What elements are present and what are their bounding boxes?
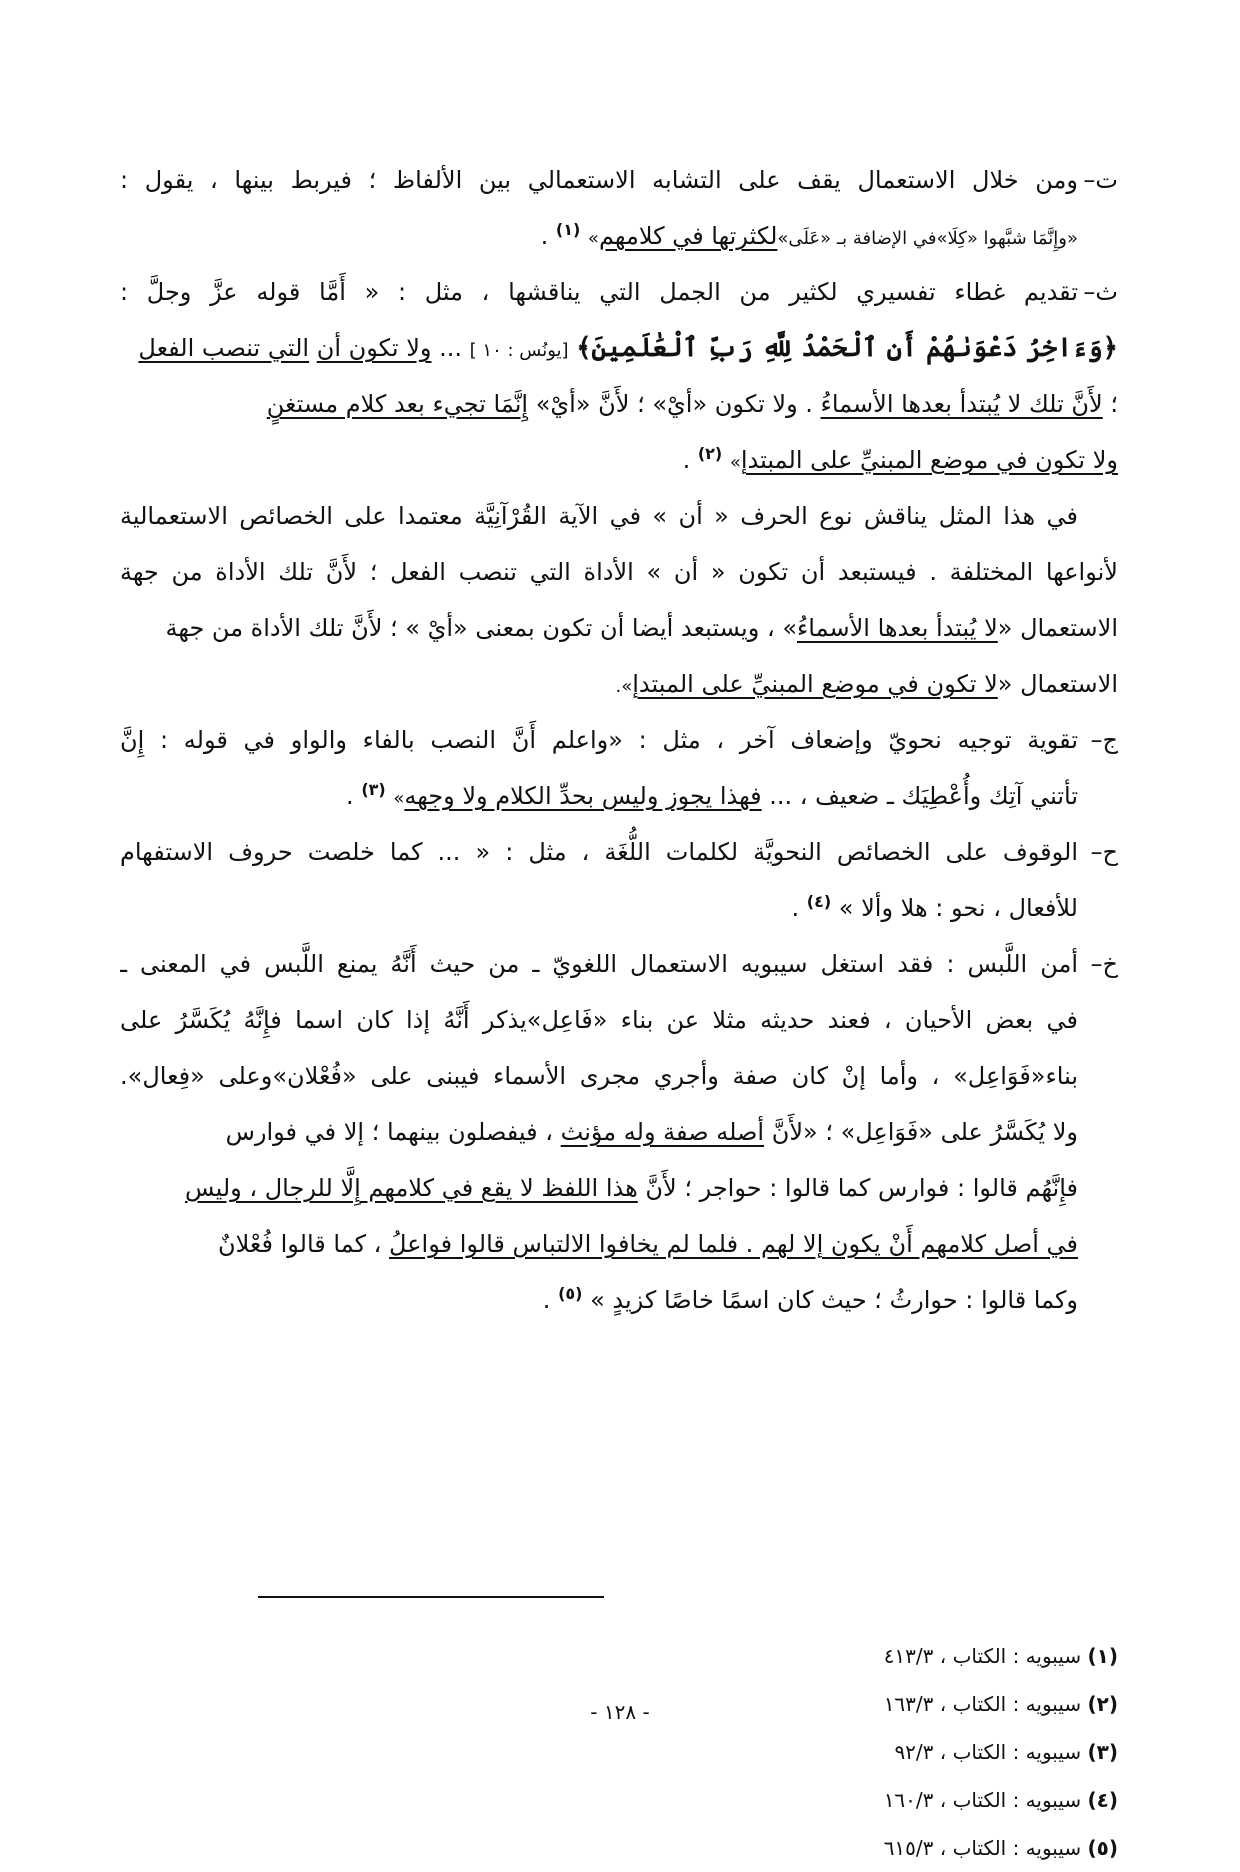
underlined-text: في أصل كلامهم أَنْ يكون إلا لهم . فلما لم يخافوا الالتباس قالوا فواعلُ [389,1230,1078,1258]
quran-verse: ﴿وَءَاخِرُ دَعْوَىٰهُمْ أَنِ ٱلْحَمْدُ لِلَّهِ رَبِّ ٱلْعَٰلَمِينَ﴾ [576,333,1118,363]
list-marker: ث– [1083,278,1118,306]
footnote-ref: (٤) [806,892,832,911]
text-line: بناء«فَوَاعِل» ، وأما إنْ كان صفة وأجري مجرى الأسماء فيبنى على «فُعْلان»وعلى «فِعال». [120,1062,1078,1090]
footnote-ref: (٥) [558,1284,583,1303]
underlined-text: التي تنصب الفعل [138,334,310,362]
text-fragment: فإِنَّهُم قالوا : فوارس كما قالوا : حواجر ؛ لأَنَّ [637,1174,1078,1202]
footnote-number: (٤) [1087,1788,1118,1812]
quote-mark: » [587,228,599,249]
text-line: أمن اللَّبس : فقد استغل سيبويه الاستعمال اللغويّ ـ من حيث أَنَّهُ يمنع اللَّبس في المعنى ـ [120,950,1078,978]
period: . [542,1286,551,1314]
footnote-ref: (٢) [697,444,723,463]
text-fragment: » ، ويستبعد أيضا أن تكون بمعنى «أيْ » ؛ لأَنَّ تلك الأداة من جهة [165,614,797,642]
list-item-ha [120,824,1118,880]
footnote-text: سيبويه : الكتاب ، ١٦٣/٣ [883,1692,1082,1716]
text-fragment: ؛ [1102,390,1118,418]
footnote-text: سيبويه : الكتاب ، ١٦٠/٣ [883,1788,1082,1812]
text-line: ومن خلال الاستعمال يقف على التشابه الاستعمالي بين الألفاظ ؛ فيربط بينها ، يقول : [120,166,1078,194]
underlined-text: لأَنَّ تلك لا يُبتدأ بعدها الأسماءُ [820,390,1103,418]
list-item-tha [120,264,1118,320]
footnote-divider [258,1596,604,1598]
period: . [791,894,800,922]
paragraph-line [120,656,1118,712]
underlined-text: إِنَّمَا تجيء بعد كلام مستغنٍ [266,390,529,418]
quote-text: «وإِنَّمَا شبَّهوا «كِلَا»في الإضافة بـ «عَلَى» [777,228,1078,249]
quote-mark: » [729,452,741,473]
text-fragment: الاستعمال « [997,614,1118,642]
paragraph-line [120,600,1118,656]
list-item-jim [120,712,1118,768]
page-number: - ١٢٨ - [590,1700,650,1724]
footnote-number: (٢) [1087,1692,1118,1716]
paragraph-line: في هذا المثل يناقش نوع الحرف « أن » في الآية القُرْآنِيَّة معتمدا على الخصائص الاستعمالية [120,502,1078,530]
text-line [120,1104,1118,1160]
text-fragment: ، كما قالوا فُعْلانٌ [217,1230,390,1258]
text-fragment: ، فيفصلون بينهما ؛ إلا في فوارس [225,1118,561,1146]
text-line [120,432,1118,488]
text-line [120,320,1118,376]
text-line [120,768,1118,824]
text-fragment: . ولا تكون «أيْ» ؛ لأَنَّ «أيْ» [528,390,821,418]
underlined-text: لا تكون في موضع المبنيِّ على المبتدإ [632,670,998,698]
footnote-text: سيبويه : الكتاب ، ٦١٥/٣ [883,1836,1082,1860]
underlined-text: لا يُبتدأ بعدها الأسماءُ [797,614,998,642]
footnote [518,1776,1118,1824]
text-line [120,880,1118,936]
list-marker: خ– [1090,950,1118,978]
underlined-text: ولا تكون أن [316,334,432,362]
footnote-number: (٣) [1087,1740,1118,1764]
text-line [120,208,1118,264]
text-fragment: ولا يُكَسَّرُ على «فَوَاعِل» ؛ «لأَنَّ [764,1118,1078,1146]
ellipsis: ... [431,334,470,362]
quote-mark: » [393,788,405,809]
text-line [120,376,1118,432]
underlined-text: هذا اللفظ لا يقع في كلامهم إِلَّا للرجال ، وليس [184,1174,638,1202]
text-fragment: للأفعال ، نحو : هلا وألا » [838,894,1078,922]
text-line: الوقوف على الخصائص النحويَّة لكلمات اللُّغَة ، مثل : « ... كما خلصت حروف الاستفهام [120,838,1078,866]
text-fragment: وكما قالوا : حوارثُ ؛ حيث كان اسمًا خاصًا كزيدٍ » [590,1286,1078,1314]
underlined-text: لكثرتها في كلامهم [598,222,778,250]
footnotes [518,1632,1118,1872]
underlined-text: فهذا يجوز وليس بحدِّ الكلام ولا وجهه [404,782,762,810]
footnote-ref: (٣) [361,780,386,799]
text-line [120,1272,1118,1328]
paragraph-line: لأنواعها المختلفة . فيستبعد أن تكون « أن » الأداة التي تنصب الفعل ؛ لأَنَّ تلك الأداة من جهة [120,558,1118,586]
underlined-text: ولا تكون في موضع المبنيِّ على المبتدإ [740,446,1118,474]
footnote-number: (٥) [1087,1836,1118,1860]
text-line [120,1160,1118,1216]
list-item-ta [120,152,1118,208]
footnote [518,1632,1118,1680]
list-marker: ح– [1090,838,1118,866]
text-fragment: تأتني آتِك وأُعْطِيَك ـ ضعيف ، ... [761,782,1078,810]
text-line [120,1216,1118,1272]
main-text [120,152,1118,1328]
footnote-text: سيبويه : الكتاب ، ٤١٣/٣ [883,1644,1082,1668]
text-line: تقوية توجيه نحويّ وإضعاف آخر ، مثل : «واعلم أَنَّ النصب بالفاء والواو في قوله : إِنَّ [120,726,1078,754]
list-marker: ت– [1083,166,1118,194]
text-line: تقديم غطاء تفسيري لكثير من الجمل التي يناقشها ، مثل : « أَمَّا قوله عزَّ وجلَّ : [120,278,1078,306]
period: . [540,222,549,250]
period: . [346,782,354,810]
text-line: في بعض الأحيان ، فعند حديثه مثلا عن بناء «فَاعِل»يذكر أَنَّهُ إذا كان اسما فإِنَّهُ يُكَسَّرُ على [120,1006,1078,1034]
footnote-text: سيبويه : الكتاب ، ٩٢/٣ [894,1740,1082,1764]
text-fragment: الاستعمال « [997,670,1118,698]
underlined-text: أصله صفة وله مؤنث [560,1118,765,1146]
footnote-ref: (١) [555,220,581,239]
footnote [518,1824,1118,1872]
footnote-number: (١) [1087,1644,1118,1668]
list-marker: ج– [1090,726,1118,754]
footnote [518,1728,1118,1776]
list-item-kha [120,936,1118,992]
text-fragment: ». [615,676,633,697]
verse-reference: [يونُس : ١٠ ] [469,340,569,361]
period: . [682,446,691,474]
